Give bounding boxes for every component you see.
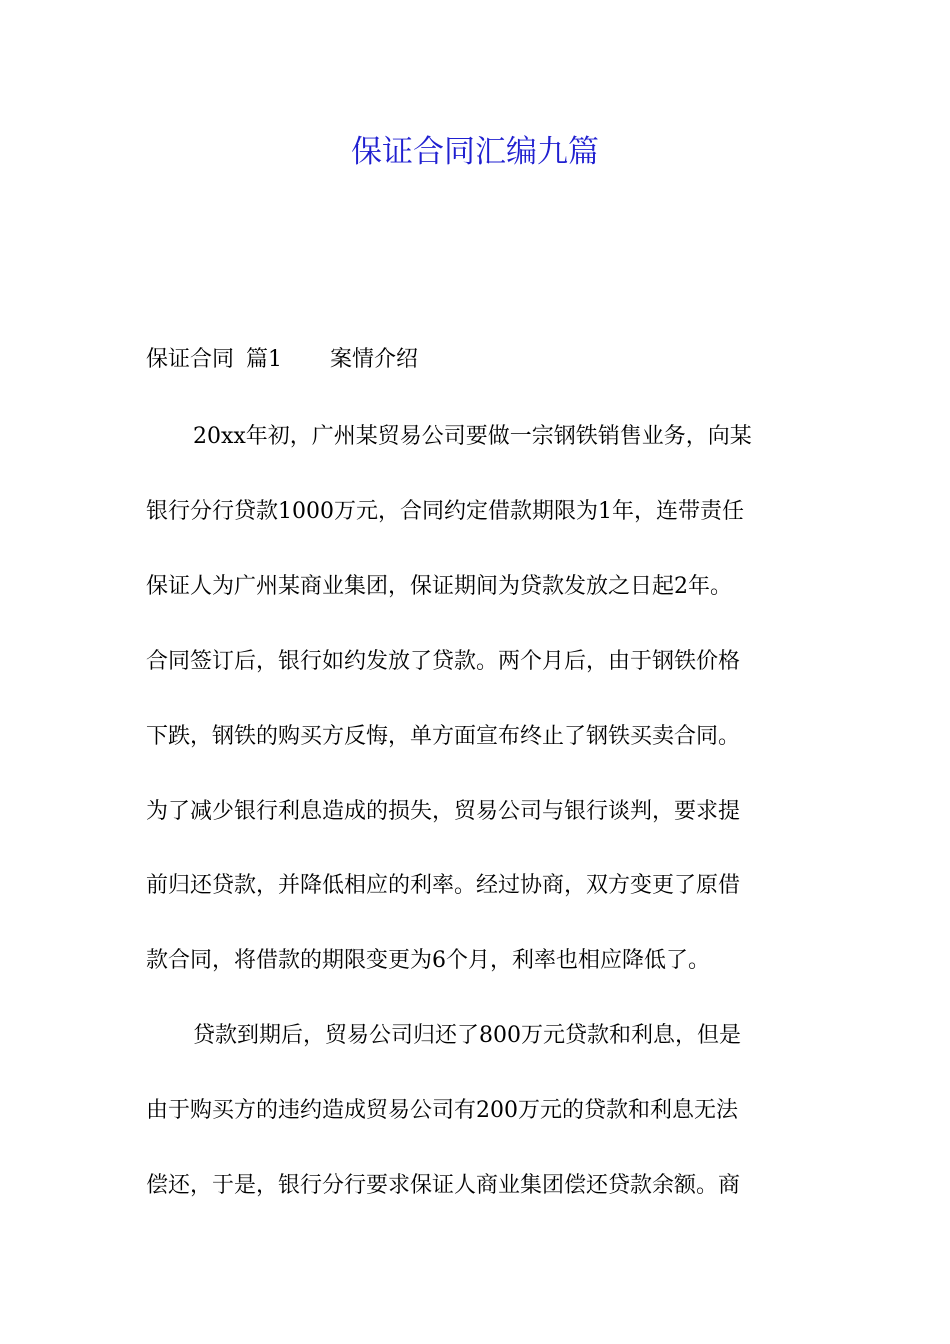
section-label: 保证合同 [146,347,235,372]
paragraph-line: 款合同，将借款的期限变更为6个月，利率也相应降低了。 [146,948,710,973]
paragraph-line: 20xx年初，广州某贸易公司要做一宗钢铁销售业务，向某 [193,424,752,449]
paragraph-line: 由于购买方的违约造成贸易公司有200万元的贷款和利息无法 [146,1098,738,1123]
paragraph-line: 前归还贷款，并降低相应的利率。经过协商，双方变更了原借 [146,873,741,898]
section-part: 篇1 [246,347,283,372]
paragraph-line: 下跌，钢铁的购买方反悔，单方面宣布终止了钢铁买卖合同。 [146,724,741,749]
document-title: 保证合同汇编九篇 [351,134,599,170]
paragraph-line: 偿还，于是，银行分行要求保证人商业集团偿还贷款余额。商 [146,1173,741,1198]
section-heading [146,340,418,380]
section-subtitle: 案情介绍 [330,347,419,372]
paragraph-line: 合同签订后，银行如约发放了贷款。两个月后，由于钢铁价格 [146,649,741,674]
paragraph-line: 银行分行贷款1000万元，合同约定借款期限为1年，连带责任 [146,499,744,524]
paragraph-line: 贷款到期后，贸易公司归还了800万元贷款和利息，但是 [193,1023,741,1048]
paragraph-line: 为了减少银行利息造成的损失，贸易公司与银行谈判，要求提 [146,799,741,824]
paragraph-line: 保证人为广州某商业集团，保证期间为贷款发放之日起2年。 [146,574,732,599]
